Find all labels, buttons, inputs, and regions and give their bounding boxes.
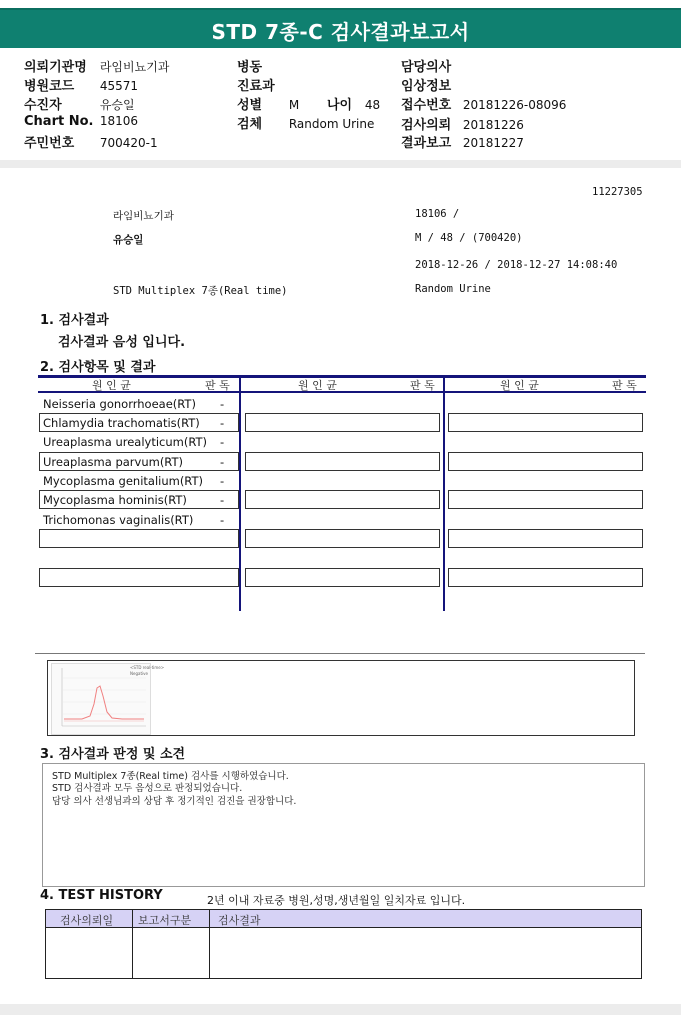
- opinion-line: STD 검사결과 모두 음성으로 판정되었습니다.: [52, 783, 243, 794]
- info-value: 20181227: [462, 136, 524, 150]
- history-header-row: [46, 910, 641, 928]
- info-specimen: [237, 113, 374, 132]
- info-doctor: [401, 56, 463, 75]
- info-label: 수진자: [24, 98, 62, 113]
- info-value: 700420-1: [99, 136, 158, 150]
- organism-result: -: [220, 397, 225, 411]
- grid-col-divider: [239, 375, 241, 611]
- info-label: 진료과: [237, 79, 275, 94]
- result-cell-box: [245, 413, 440, 432]
- info-label: 검체: [237, 117, 263, 132]
- history-note: 2년 이내 자료중 병원,성명,생년월일 일치자료 입니다.: [207, 894, 466, 907]
- section-divider: [35, 653, 645, 654]
- result-cell-box: [245, 529, 440, 548]
- history-col-request-date: 검사의뢰일: [60, 914, 114, 927]
- organism-name: Trichomonas vaginalis(RT): [43, 513, 194, 527]
- title-bar: [0, 8, 681, 48]
- meta-dates: 2018-12-26 / 2018-12-27 14:08:40: [415, 259, 618, 271]
- meta-patient: 유승일: [113, 234, 144, 246]
- grid-head-organism: 원 인 균: [298, 379, 337, 392]
- info-label: 성별: [237, 98, 263, 113]
- info-report-date: [401, 132, 524, 151]
- info-receipt-no: [401, 94, 566, 113]
- report-header: [0, 0, 681, 160]
- history-col-divider: [209, 910, 210, 978]
- info-hospital-code: [24, 75, 138, 94]
- grid-head-result: 판 독: [205, 379, 230, 392]
- info-label: 담당의사: [401, 60, 452, 75]
- graph-label: <STD real-time>: [130, 665, 165, 670]
- result-cell-box: [448, 529, 643, 548]
- organism-result: -: [220, 435, 225, 449]
- history-col-result: 검사결과: [218, 914, 261, 927]
- info-value: 20181226-08096: [462, 98, 567, 112]
- graph-label: Negative: [130, 671, 148, 676]
- result-cell-box: [245, 452, 440, 471]
- organism-result: -: [220, 455, 225, 469]
- section2-heading: 2. 검사항목 및 결과: [40, 360, 156, 375]
- organism-name: Mycoplasma genitalium(RT): [43, 474, 203, 488]
- info-label: 병동: [237, 60, 263, 75]
- meta-specimen: Random Urine: [415, 283, 491, 295]
- report-title: STD 7종-C 검사결과보고서: [211, 20, 470, 44]
- section1-heading: 1. 검사결과: [40, 313, 109, 328]
- meta-clinic: 라임비뇨기과: [113, 210, 174, 222]
- section3-heading: 3. 검사결과 판정 및 소견: [40, 747, 186, 762]
- info-request-date: [401, 114, 524, 133]
- organism-name: Ureaplasma urealyticum(RT): [43, 435, 208, 449]
- info-value: 유승일: [99, 98, 135, 112]
- info-value: Random Urine: [288, 117, 375, 131]
- report-code: 11227305: [592, 186, 643, 198]
- meta-test-name: STD Multiplex 7종(Real time): [113, 285, 288, 297]
- info-department: [237, 75, 289, 94]
- history-table: [45, 909, 642, 979]
- organism-name: Chlamydia trachomatis(RT): [43, 416, 200, 430]
- result-cell-box: [448, 413, 643, 432]
- info-value: 48: [364, 98, 381, 112]
- result-cell-box: [448, 568, 643, 587]
- opinion-line: 담당 의사 선생님과의 상담 후 정기적인 검진을 권장합니다.: [52, 796, 297, 807]
- info-value: 18106: [99, 114, 139, 128]
- info-value: 라임비뇨기과: [99, 60, 170, 74]
- info-value: 45571: [99, 79, 139, 93]
- info-value: 20181226: [462, 118, 524, 132]
- info-institution: [24, 56, 169, 75]
- info-label: 접수번호: [401, 98, 452, 113]
- info-label: 나이: [327, 98, 353, 113]
- section4-heading: 4. TEST HISTORY: [40, 888, 163, 903]
- info-label: 병원코드: [24, 79, 75, 94]
- result-cell-box: [245, 568, 440, 587]
- meta-chart: 18106 /: [415, 208, 460, 220]
- result-cell-box: [448, 490, 643, 509]
- info-label: 결과보고: [401, 136, 452, 151]
- result-summary: 검사결과 음성 입니다.: [58, 335, 186, 350]
- info-clinical: [401, 75, 463, 94]
- info-age: [327, 94, 380, 113]
- info-chart-no: [24, 114, 138, 129]
- meta-sex-age: M / 48 / (700420): [415, 232, 523, 244]
- info-label: 임상정보: [401, 79, 452, 94]
- info-ward: [237, 56, 289, 75]
- grid-head-result: 판 독: [612, 379, 637, 392]
- history-col-report-type: 보고서구분: [138, 914, 192, 927]
- result-cell-box: [39, 529, 239, 548]
- result-cell-box: [245, 490, 440, 509]
- grid-head-organism: 원 인 균: [92, 379, 131, 392]
- result-cell-box: [39, 568, 239, 587]
- grid-head-organism: 원 인 균: [500, 379, 539, 392]
- organism-result: -: [220, 513, 225, 527]
- info-label: 검사의뢰: [401, 118, 452, 133]
- grid-col-divider: [443, 375, 445, 611]
- info-value: M: [288, 98, 300, 112]
- organism-name: Ureaplasma parvum(RT): [43, 455, 183, 469]
- info-label: 주민번호: [24, 136, 75, 151]
- result-cell-box: [448, 452, 643, 471]
- organism-name: Neisseria gonorrhoeae(RT): [43, 397, 196, 411]
- opinion-line: STD Multiplex 7종(Real time) 검사를 시행하였습니다.: [52, 771, 289, 782]
- history-col-divider: [132, 910, 133, 978]
- organism-result: -: [220, 474, 225, 488]
- info-resident-no: [24, 132, 158, 151]
- organism-result: -: [220, 416, 225, 430]
- info-label: 의뢰기관명: [24, 60, 87, 75]
- grid-head-result: 판 독: [410, 379, 435, 392]
- info-sex: [237, 94, 299, 113]
- organism-result: -: [220, 493, 225, 507]
- info-patient: [24, 94, 135, 113]
- organism-name: Mycoplasma hominis(RT): [43, 493, 187, 507]
- info-label: Chart No.: [24, 114, 94, 129]
